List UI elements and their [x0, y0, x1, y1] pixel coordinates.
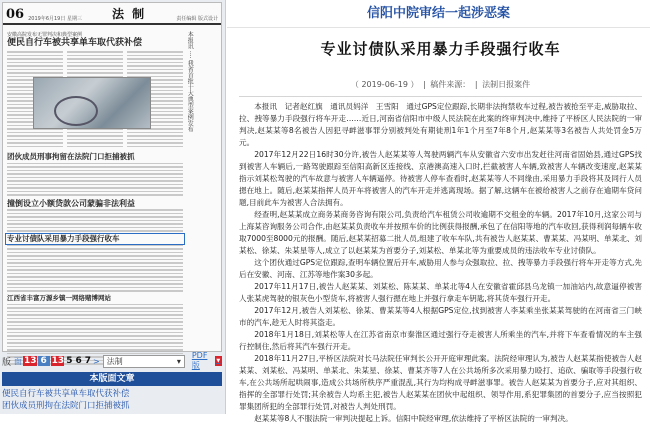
section-select-value: 法制: [106, 356, 123, 366]
article-paragraph: 赵某某等8人不服法院一审判决提起上诉。信阳中院经审理,依法维持了平桥区法院的一审判决。: [254, 414, 573, 423]
contents-link-1[interactable]: 便民自行车被共享单车取代获补偿: [2, 389, 130, 399]
page-number: 06: [6, 7, 25, 22]
meta-separator-2: |: [474, 80, 478, 89]
contents-bar: 本版面文章: [2, 372, 222, 386]
article-paragraph: 2017年12月22日16时30分许,被告人赵某某等人驾驶两辆汽车从安徽省六安市出发赶往河南省固始县,通过GPS找到被害人车辆后,一路驾驶跟踪至信阳高新区连接线、京港澳高速入口时,拦截被害人车辆,致被害人车辆改变速度,赵某某指示刘某松驾驶的汽车故意与被害人车辆逼停。待被害人停车查看时,赵某某等人不同缘由,采用暴力手段将其及同行人员摁在地上。随后,赵某某指挥人员开车将被害人的汽车开走并逃离现场。据了解,这辆车在被给被害人之前存在逾期车贷问题,目前此车为被害人合法拥有。: [239, 150, 642, 207]
article-block-3[interactable]: [7, 199, 183, 232]
newspaper-page-image[interactable]: [2, 2, 222, 352]
meta-separator: |: [423, 80, 426, 89]
page-button-6[interactable]: 6: [38, 356, 50, 366]
article-title: 专业讨债队采用暴力手段强行收车: [320, 40, 561, 58]
article-source-label: 稿件来源：: [430, 80, 471, 89]
article-paragraph: 2018年11月27日,平桥区法院对长马法院任审判长公开开庭审理此案。法院经审理认为,被告人赵某某指使被告人赵某某、刘某松、冯某明、单某北、朱某星、徐某、曹某齐等7人在公共场所多次采用暴力殴打、追砍、骗取等手段强行收车,在公共场所起哄闹事,造成公共场所秩序严重混乱,其行为均构成寻衅滋事罪。被告人赵某某为首要分子,应对其组织、指挥的全部罪行处罚;其余被告人均系主犯,被告人赵某某在团伙中起组织、领导作用,系犯罪集团的首要分子,应当按照犯罪集团所犯的全部罪行处罚,对被告人判处刑罚。: [239, 354, 642, 411]
newspaper-panel: [0, 0, 226, 414]
page-link-6[interactable]: 6: [75, 356, 82, 366]
pdf-download-link[interactable]: [192, 351, 222, 371]
article-2-headline[interactable]: 团伙成员刑事拘留在法院门口拒捕被抓: [7, 152, 135, 161]
divider: [239, 96, 642, 97]
page-navigator: [2, 352, 222, 370]
masthead-name: 法 制: [111, 7, 147, 21]
section-select[interactable]: [103, 355, 185, 368]
contents-link-2[interactable]: 团伙成员刑拘在法院门口拒捕被抓: [2, 401, 130, 411]
page-link-5[interactable]: 5: [66, 356, 73, 366]
pdf-label: PDF版: [191, 351, 208, 370]
pager-next-button[interactable]: >: [93, 356, 100, 366]
contents-list: [2, 388, 222, 412]
article-paragraph: 本报讯 记者赵红旗 通讯员妈洋 王雪阳 通过GPS定位跟踪,长期非法拘禁收车过程,被告被抢至平走,威胁取拉、拉、拽等暴力手段强行将车开走……近日,河南省信阳市中级人民法院在此案的终审判决中,维持了平桥区人民法院的一审判决,赵某某等8名被告人因犯寻衅滋事罪分别被判处有期徒刑1年1个月至7年8个月,赵某某等3名被告人共处罚金5万元。: [239, 102, 642, 147]
article-paragraph: 经查明,赵某某成立商务某商务咨询有限公司,负责给汽车租赁公司收逾期不交租金的车辆。2017年10月,这家公司与上海某咨询服务公司合作,由赵某某负责收车并按照车价的比例获得报酬,承包了在信阳等地的汽车收回,获得利润每辆车收取7000至8000元的报酬。随后,赵某某招募二批人员,组建了收车车队,共有被告人赵某某、曹某某、冯某明、单某北、刘某松、徐某、朱某星等人,成立了以赵某某为首要分子,刘某松、单某北等为重要成员的违法收车专业讨债队。: [239, 210, 642, 255]
pdf-icon: ▼: [216, 358, 221, 364]
article-5-headline[interactable]: 江西省丰富万源乡镇一网络赌博网站: [7, 294, 111, 302]
header-title: 信阳中院审结一起涉恶案: [227, 0, 650, 28]
article-content: [239, 28, 642, 423]
masthead-date: 2019年6月19日 星期三: [28, 16, 82, 22]
news-photo: [33, 77, 151, 129]
article-paragraph: 2017年11月17日,被告人赵某某、刘某松、陈某某、单某北等4人在安徽省霍邱县乌龙镇一加油站内,故意逼停被害人张某虎驾驶的银灰色小型货车,将被害人强行摁在地上并强行拿走车钥匙,将其货车强行开走。: [239, 282, 642, 303]
masthead-info: 责任编辑 版式设计: [176, 16, 218, 22]
chevron-down-icon: ▾: [176, 356, 181, 366]
page-button-13b[interactable]: 13: [51, 356, 65, 366]
article-paragraph: 这个团伙通过GPS定位跟踪,查明车辆位置后开车,威胁用人参与众强取拉、拉、拽等暴力手段强行将车开走等方式,先后在安徽、河南、江苏等地作案30多起。: [239, 258, 642, 279]
newspaper-masthead: [3, 3, 221, 25]
pager-label: 版: [2, 357, 12, 368]
article-1-headline[interactable]: 便民自行车被共享单车取代获补偿: [7, 38, 143, 48]
article-paragraph: 2018年1月18日,刘某松等人在江苏省南京市秦淮区通过强行夺走被害人所乘坐的汽车,并将下车查看情况的车主强行控制住,然后将其汽车强行开走。: [239, 330, 642, 351]
page-button-13[interactable]: 13: [24, 356, 37, 366]
article-date: （ 2019-06-19 ）: [350, 80, 419, 89]
article-section: 法制日报案件: [482, 80, 531, 89]
article-3-headline[interactable]: 撞倒设立小额贷款公司蒙骗非法利益: [7, 198, 135, 208]
article-4-headline[interactable]: 专业讨债队采用暴力手段强行收车: [7, 235, 183, 243]
article-panel: [227, 0, 650, 423]
pager-prev-label[interactable]: 面: [14, 356, 23, 366]
article-meta: [239, 79, 642, 90]
article-block-2[interactable]: [7, 153, 183, 196]
article-paragraph: 2017年12月,被告人刘某松、徐某、曹某某等4人根据GPS定位,找到被害人李某乘坐张某某驾驶的在河南省三门峡市的汽车,趁无人时将其盗走。: [239, 306, 642, 327]
article-block-4-selected[interactable]: [7, 235, 183, 292]
vertical-strip-text: 本报讯 ···· 我省首批十大典型案例发布: [186, 31, 194, 133]
page-link-7[interactable]: 7: [84, 356, 92, 366]
article-1-kicker: 安徽高院发布无罪判决和典型案例: [7, 32, 83, 38]
vertical-strip: [186, 31, 220, 231]
